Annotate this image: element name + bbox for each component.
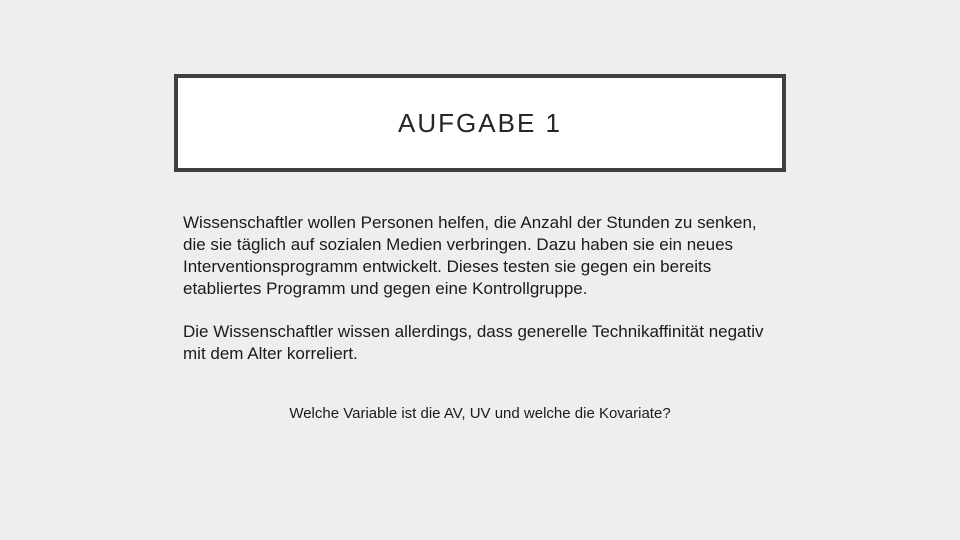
- slide-title: AUFGABE 1: [398, 107, 562, 138]
- paragraph-scenario: Wissenschaftler wollen Personen helfen, die Anzahl der Stunden zu senken, die sie täglich auf sozialen Medien verbringen. Dazu haben sie ein neues Interventionsprogramm entwickelt. Dieses testen sie gegen ein bereits etabliertes Programm und gegen eine Kontrollgruppe.: [183, 213, 757, 298]
- question-text: Welche Variable ist die AV, UV und welche die Kovariate?: [289, 405, 671, 422]
- title-box: [174, 74, 786, 172]
- paragraph-covariate-note: Die Wissenschaftler wissen allerdings, dass generelle Technikaffinität negativ mit dem Alter korreliert.: [183, 322, 764, 363]
